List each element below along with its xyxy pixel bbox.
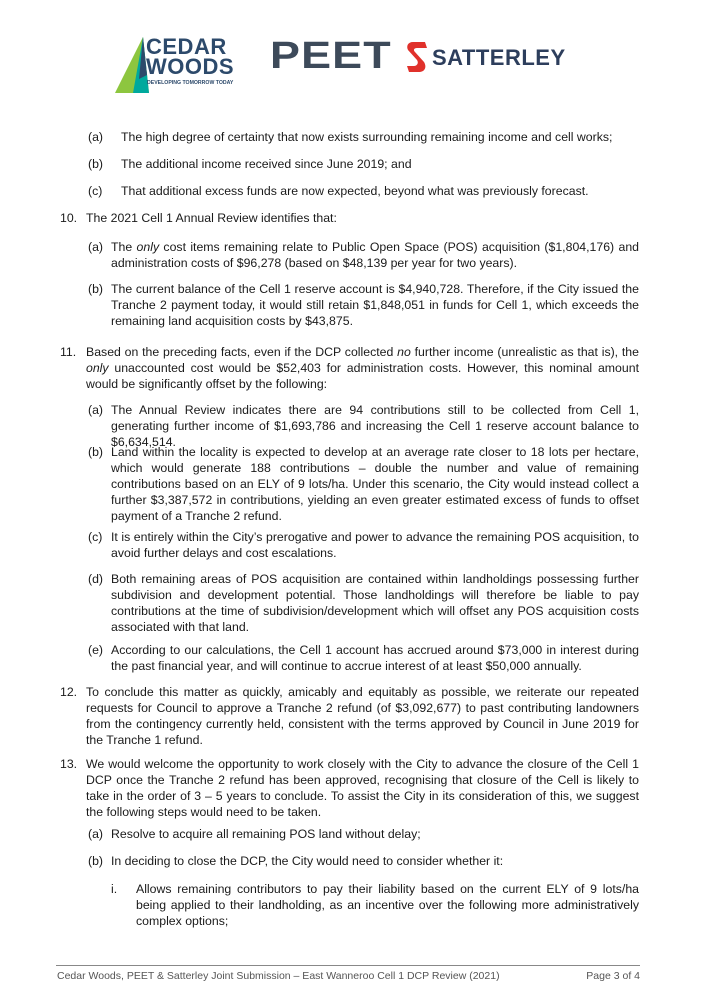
item-label: (a)	[88, 130, 104, 144]
item-label: (a)	[88, 403, 104, 417]
item-label: (b)	[88, 445, 104, 459]
item-text: Based on the preceding facts, even if the DCP collected no further income (unrealistic as that is), the only unaccounted cost would be $52,403 for administration costs. However, this nominal amount would be significantly offset by the following:	[86, 345, 639, 391]
item-text: The additional income received since June 2019; and	[121, 157, 412, 171]
item-label: (b)	[88, 157, 104, 171]
item-label: (c)	[88, 184, 103, 198]
page-number: Page 3 of 4	[586, 970, 640, 982]
footer-divider	[56, 965, 640, 966]
item-text: Land within the locality is expected to develop at an average rate closer to 18 lots per hectare, which would generate 188 contributions – double the number and value of remaining contributions based on an ELY of 9 lots/ha. Under this scenario, the City would instead collect a further $3,387,572 in contributions, yielding an even greater estimated excess of funds to offset payment of a Tranche 2 refund.	[111, 445, 639, 523]
item-label: 12.	[60, 685, 78, 699]
item-text: The only cost items remaining relate to Public Open Space (POS) acquisition ($1,804,176) and administration costs of $96,278 (based on $48,139 per year for two years).	[111, 240, 639, 270]
item-text: Both remaining areas of POS acquisition are contained within landholdings possessing further subdivision and development potential. Those landholdings will therefore be liable to pay contributions at the time of subdivision/development which will offset any POS acquisition costs associated with that land.	[111, 572, 639, 634]
item-text: The high degree of certainty that now exists surrounding remaining income and cell works;	[121, 130, 613, 144]
woods-wordmark: WOODS	[146, 54, 235, 79]
cedar-tagline: DEVELOPING TOMORROW TODAY	[147, 80, 234, 86]
item-text: In deciding to close the DCP, the City would need to consider whether it:	[111, 854, 504, 868]
item-text: That additional excess funds are now expected, beyond what was previously forecast.	[121, 184, 589, 198]
item-label: 10.	[60, 211, 78, 225]
item-label: (a)	[88, 240, 104, 254]
item-text: It is entirely within the City’s prerogative and power to advance the remaining POS acquisition, to avoid further delays and cost escalations.	[111, 530, 639, 560]
item-label: i.	[111, 882, 118, 896]
item-label: (e)	[88, 643, 104, 657]
peet-logo: PEET	[270, 35, 392, 77]
satterley-logo	[405, 40, 595, 76]
cedar-woods-logo	[113, 35, 253, 97]
item-text: The 2021 Cell 1 Annual Review identifies that:	[86, 211, 337, 225]
satterley-s-icon	[405, 40, 429, 74]
item-text: The Annual Review indicates there are 94 contributions still to be collected from Cell 1, generating further income of $1,693,786 and increasing the Cell 1 reserve account balance to $6,634,514.	[111, 403, 639, 449]
item-text: Allows remaining contributors to pay their liability based on the current ELY of 9 lots/ha being applied to their landholding, as an incentive over the following more administratively complex options;	[136, 882, 639, 928]
satterley-wordmark: SATTERLEY	[432, 45, 566, 70]
item-text: The current balance of the Cell 1 reserve account is $4,940,728. Therefore, if the City issued the Tranche 2 payment today, it would still retain $1,848,051 in funds for Cell 1, which exceeds the remaining land acquisition costs by $43,875.	[111, 282, 639, 328]
item-label: (c)	[88, 530, 103, 544]
item-text: To conclude this matter as quickly, amicably and equitably as possible, we reiterate our repeated requests for Council to approve a Tranche 2 refund (of $3,092,677) to past contributing landowners from the contingency currently held, consistent with the terms approved by Council in June 2019 for the Tranche 1 refund.	[86, 685, 639, 747]
item-label: (b)	[88, 854, 104, 868]
logo-banner	[0, 30, 706, 100]
item-text: Resolve to acquire all remaining POS land without delay;	[111, 827, 421, 841]
item-label: (b)	[88, 282, 104, 296]
item-label: 13.	[60, 757, 78, 771]
item-text: We would welcome the opportunity to work closely with the City to advance the closure of the Cell 1 DCP once the Tranche 2 refund has been approved, recognising that closure of the Cell is likely to take in the order of 3 – 5 years to conclude. To assist the City in its consideration of this, we suggest the following steps would need to be taken.	[86, 757, 639, 819]
item-label: (d)	[88, 572, 104, 586]
item-label: 11.	[60, 345, 77, 359]
footer-title: Cedar Woods, PEET & Satterley Joint Submission – East Wanneroo Cell 1 DCP Review (2021)	[57, 970, 500, 982]
item-text: According to our calculations, the Cell 1 account has accrued around $73,000 in interest during the past financial year, and will continue to accrue interest of at least $50,000 annually.	[111, 643, 639, 673]
item-label: (a)	[88, 827, 104, 841]
cedar-wordmark: CEDAR	[146, 34, 227, 59]
